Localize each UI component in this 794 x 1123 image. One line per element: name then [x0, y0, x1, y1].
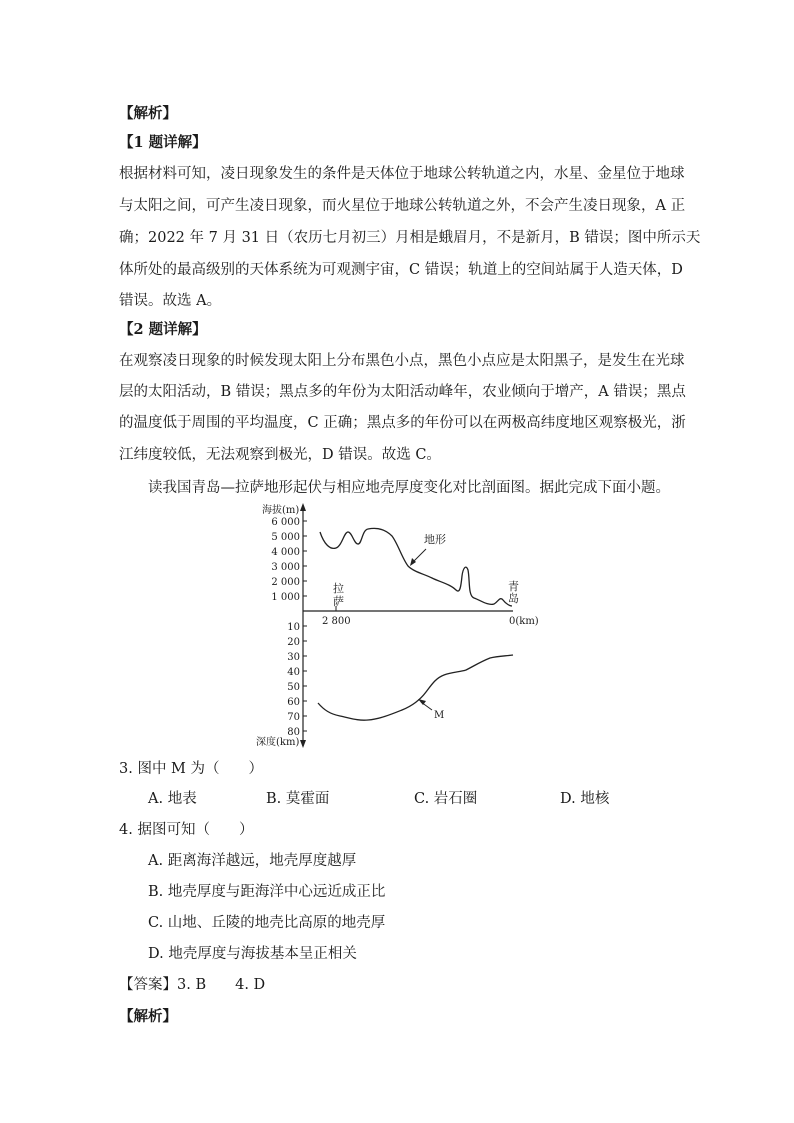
q1-line: 与太阳之间，可产生凌日现象，而火星位于地球公转轨道之外，不会产生凌日现象，A 正 — [119, 198, 686, 214]
top-tick-label: 1 000 — [271, 592, 300, 603]
top-axis-label: 海拔(m) — [262, 505, 300, 516]
x-left-label: 2 800 — [322, 616, 351, 627]
q1-line: 确；2022 年 7 月 31 日（农历七月初三）月相是蛾眉月，不是新月，B 错误；图中所示天 — [119, 230, 701, 246]
q3-option-d[interactable]: D. 地核 — [560, 791, 610, 807]
q2-line: 的温度低于周围的平均温度，C 正确；黑点多的年份可以在两极高纬度地区观察极光，浙 — [119, 415, 686, 431]
m-arrowhead — [418, 699, 426, 705]
bottom-tick-label: 70 — [287, 712, 300, 723]
top-tick-label: 3 000 — [271, 562, 300, 573]
top-ticks — [271, 517, 307, 603]
profile-figure — [0, 500, 794, 760]
q2-line: 在观察凌日现象的时候发现太阳上分布黑色小点，黑色小点应是太阳黑子，是发生在光球 — [119, 353, 685, 369]
qingdao-label: 青 — [508, 580, 519, 593]
qingdao-label: 岛 — [508, 592, 519, 605]
top-tick-label: 5 000 — [271, 532, 300, 543]
bottom-tick-label: 60 — [287, 697, 300, 708]
lhasa-label: 拉 — [333, 582, 344, 595]
moho-curve — [318, 655, 513, 720]
analysis-footer: 【解析】 — [119, 1008, 177, 1025]
q3-option-c[interactable]: C. 岩石圈 — [414, 791, 478, 807]
axis-arrow-top — [300, 503, 306, 511]
q1-line: 根据材料可知，凌日现象发生的条件是天体位于地球公转轨道之内，水星、金星位于地球 — [119, 166, 685, 182]
q1-line: 体所处的最高级别的天体系统为可观测宇宙，C 错误；轨道上的空间站属于人造天体，D — [119, 262, 683, 278]
q2-detail-header: 【2 题详解】 — [119, 321, 207, 338]
bottom-tick-label: 50 — [287, 682, 300, 693]
q3-option-b[interactable]: B. 莫霍面 — [266, 791, 330, 807]
q4-option-b[interactable]: B. 地壳厚度与距海洋中心远近成正比 — [148, 884, 386, 900]
terrain-label: 地形 — [424, 533, 446, 546]
q2-line: 层的太阳活动，B 错误；黑点多的年份为太阳活动峰年，农业倾向于增产，A 错误；黑点 — [119, 384, 686, 400]
m-label: M — [434, 710, 445, 721]
q3-stem: 3. 图中 M 为（ ） — [119, 761, 264, 777]
axis-arrow-bottom — [300, 740, 306, 748]
q4-option-d[interactable]: D. 地壳厚度与海拔基本呈正相关 — [148, 946, 357, 962]
bottom-axis-label: 深度(km) — [256, 737, 300, 748]
q1-detail-header: 【1 题详解】 — [119, 134, 207, 151]
x-right-label: 0(km) — [509, 616, 539, 627]
bottom-ticks — [287, 622, 307, 738]
top-tick-label: 2 000 — [271, 577, 300, 588]
q2-line: 江纬度较低，无法观察到极光，D 错误。故选 C。 — [119, 447, 441, 463]
terrain-curve — [320, 528, 512, 606]
top-tick-label: 6 000 — [271, 517, 300, 528]
figure-intro: 读我国青岛—拉萨地形起伏与相应地壳厚度变化对比剖面图。据此完成下面小题。 — [148, 480, 670, 496]
answer-line: 【答案】3. B 4. D — [119, 977, 266, 993]
q1-line: 错误。故选 A。 — [119, 293, 222, 309]
q4-option-a[interactable]: A. 距离海洋越远，地壳厚度越厚 — [148, 853, 357, 869]
analysis-header: 【解析】 — [119, 105, 177, 122]
bottom-tick-label: 10 — [287, 622, 300, 633]
lhasa-label: 萨 — [333, 595, 344, 608]
bottom-tick-label: 40 — [287, 667, 300, 678]
top-tick-label: 4 000 — [271, 547, 300, 558]
bottom-tick-label: 80 — [287, 727, 300, 738]
q3-option-a[interactable]: A. 地表 — [148, 791, 197, 807]
q4-stem: 4. 据图可知（ ） — [119, 822, 254, 838]
bottom-tick-label: 20 — [287, 637, 300, 648]
bottom-tick-label: 30 — [287, 652, 300, 663]
q4-option-c[interactable]: C. 山地、丘陵的地壳比高原的地壳厚 — [148, 915, 386, 931]
